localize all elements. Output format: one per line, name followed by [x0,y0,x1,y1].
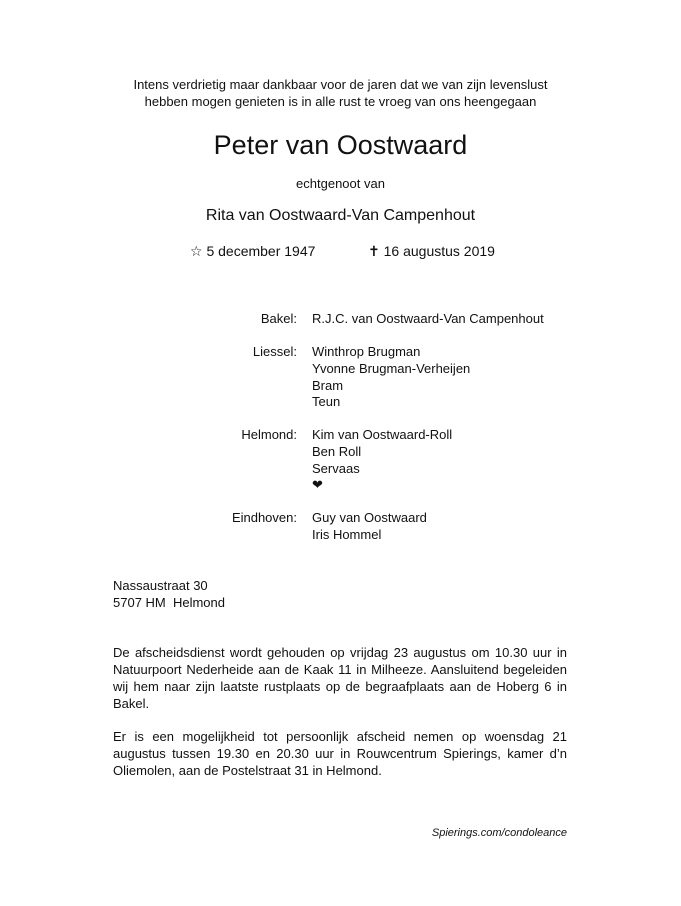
viewing-paragraph: Er is een mogelijkheid tot persoonlijk afscheid nemen op woensdag 21 augustus tussen 19.30 en 20.30 uur in Rouwcentrum Spierings, kamer d’n Oliemolen, aan de Postelstraat 31 in Helmond. [113,729,567,778]
intro-line-2: hebben mogen genieten is in alle rust te vroeg van ons heengegaan [144,94,537,109]
deceased-name: Peter van Oostwaard [213,130,468,160]
address-city: 5707 HM Helmond [113,595,225,610]
address-street: Nassaustraat 30 [113,578,208,593]
family-member: Servaas [312,460,360,476]
family-member: Guy van Oostwaard [312,510,427,525]
family-member: Winthrop Brugman [312,344,421,359]
condolence-link[interactable]: Spierings.com/condoleance [431,827,567,839]
death-date-text: 16 augustus 2019 [383,243,495,259]
family-member: Iris Hommel [312,526,382,542]
family-member: Yvonne Brugman-Verheijen [312,360,471,376]
spouse-name: Rita van Oostwaard-Van Campenhout [205,207,476,224]
family-place: Liessel: [252,344,297,359]
heart-icon: ❤ [312,477,323,493]
spouse-label: echtgenoot van [296,176,385,191]
family-member: Ben Roll [312,443,362,459]
family-member: Teun [312,394,341,410]
intro-line-1: Intens verdrietig maar dankbaar voor de jaren dat we van zijn levenslust [133,77,548,92]
family-names [312,510,427,544]
family-place: Bakel: [260,311,297,326]
birth-date [190,243,315,260]
family-member: Kim van Oostwaard-Roll [312,427,453,442]
family-member: Bram [312,377,344,393]
cross-icon: ✝ [368,243,380,259]
birth-date-text: 5 december 1947 [206,243,316,259]
death-date [368,243,495,260]
family-names [312,311,544,328]
service-paragraph: De afscheidsdienst wordt gehouden op vrijdag 23 augustus om 10.30 uur in Natuurpoort Nederheide aan de Kaak 11 in Milheeze. Aansluitend begeleiden wij hem naar zijn laatste rustplaats op de begraafplaats aan de Hoberg 6 in Bakel. [113,645,567,711]
family-place: Eindhoven: [231,510,297,525]
family-member: R.J.C. van Oostwaard-Van Campenhout [312,311,544,326]
family-place: Helmond: [241,427,297,442]
family-names [312,344,470,411]
family-names [312,427,452,494]
star-icon: ☆ [190,243,203,259]
